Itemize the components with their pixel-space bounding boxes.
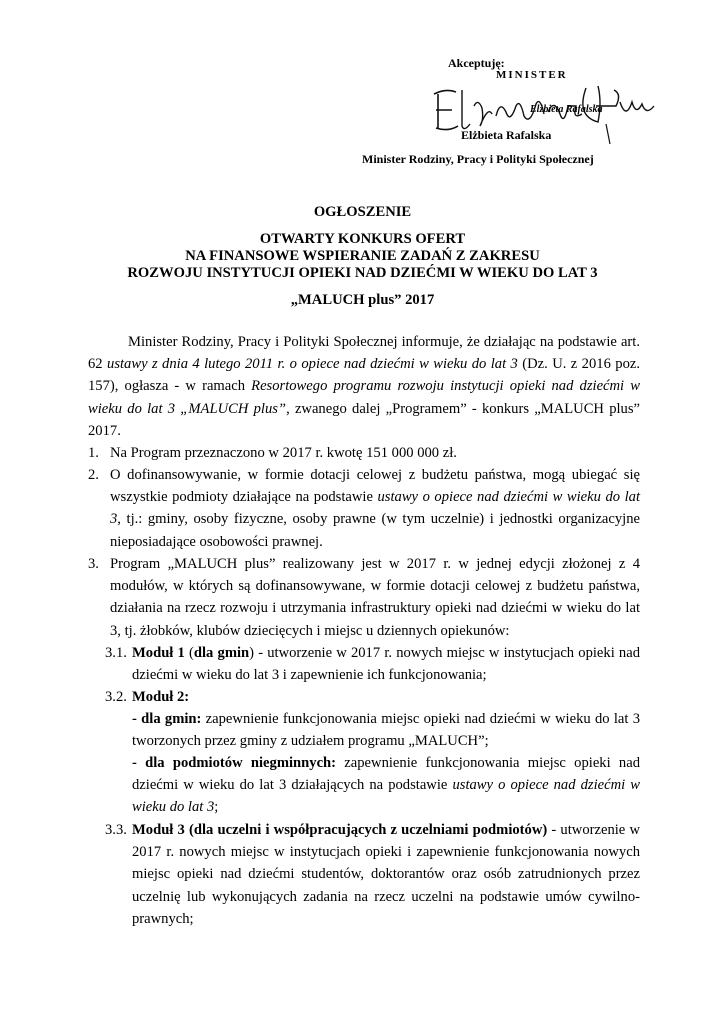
accept-label: Akceptuję: xyxy=(448,56,505,70)
signatory-position: Minister Rodziny, Pracy i Polityki Społecznej xyxy=(362,152,594,166)
heading-line-2: NA FINANSOWE WSPIERANIE ZADAŃ Z ZAKRESU xyxy=(185,248,540,264)
document-page: Akceptuję: MINISTER Elżbieta Rafalska Elżbieta Rafalska Minister Rodziny, Pracy i Polityki Społecznej OGŁOSZENIE OTWARTY KONKURS OFERT NA FINANSOWE WSPIERANIE ZADAŃ Z ZAKRESU ROZWOJU INSTYTUCJI OPIEKI NAD DZIEĆMI W WIEKU DO LAT 3 „MALUCH plus” 2017 Minister Rodziny, Pracy i Polityki Społecznej informuje, że działając na podstawie art. 62 ustawy z dnia 4 lutego 2011 r. o opiece nad dziećmi w wieku do lat 3 (Dz. U. z 2016 poz. 157), ogłasza - w ramach Resortowego programu rozwoju instytucji opieki nad dziećmi w wieku do lat 3 „MALUCH plus”, zwanego dalej „Programem” - konkurs „MALUCH plus” 2017. 1. Na Program przeznaczono w 2017 r. kwotę 151 000 000 zł. 2. O dofinansowywanie, w formie dotacji celowej z budżetu państwa, mogą ubiegać się wszystkie podmioty działające na podstawie ustawy o opiece nad dziećmi w wieku do lat 3, tj.: gminy, osoby fizyczne, osoby prawne (w tym uczelnie) i jednostki organizacyjne nieposiadające osobowości prawnej. 3. Program „MALUCH plus” realizowany jest w 2017 r. w jednej edycji złożonej z 4 modułów, w których są dofinansowywane, w formie dotacji celowej z budżetu państwa, działania na rzecz rozwoju i utrzymania infrastruktury opieki nad dziećmi w wieku do lat 3, tj. żłobków, klubów dziecięcych i miejsc u dziennych opiekunów: 3.1. Moduł 1 (dla gmin) - utworzenie w 2017 r. nowych miejsc w instytucjach opieki nad dziećmi w wieku do lat 3 i zapewnienie ich funkcjonowania; 3.2. Moduł 2: - dla gmin: zapewnienie funkcjonowania miejsc opieki nad dziećmi w wieku do lat 3 tworzonych przez gminy z udziałem programu „MALUCH”; - dla podmiotów niegminnych: zapewnienie funkcjonowania miejsc opieki nad dziećmi w wieku do lat 3 działających na podstawie ustawy o opiece nad dziećmi w wieku do lat 3; 3.3. Moduł 3 (dla uczelni i współpracujących z uczelniami podmiotów) - utworzenie w 2017 r. nowych miejsc w instytucjach opieki i zapewnienie funkcjonowania nowych miejsc opieki nad dziećmi studentów, doktorantów oraz osób zatrudnionych przez uczelnię lub wykonujących zadania na rzecz uczelni na podstawie umów cywilno-prawnych; xyxy=(0,0,725,1024)
announcement-title: OGŁOSZENIE xyxy=(313,204,412,220)
heading-line-1: OTWARTY KONKURS OFERT xyxy=(259,231,466,247)
approval-block xyxy=(340,52,670,172)
stamp-title: MINISTER xyxy=(496,69,568,81)
program-name: „MALUCH plus” 2017 xyxy=(290,292,435,308)
signatory-name: Elżbieta Rafalska xyxy=(461,128,552,142)
heading-line-3: ROZWOJU INSTYTUCJI OPIEKI NAD DZIEĆMI W WIEKU DO LAT 3 xyxy=(127,265,598,281)
intro-paragraph: Minister Rodziny, Pracy i Polityki Społecznej informuje, że działając na podstawie art. 62 ustawy z dnia 4 lutego 2011 r. o opiece nad dziećmi w wieku do lat 3 (Dz. U. z 2016 poz. 157), ogłasza - w ramach Resortowego programu rozwoju instytucji opieki nad dziećmi w wieku do lat 3 „MALUCH plus”, zwanego dalej „Programem” - konkurs „MALUCH plus” 2017. xyxy=(88,334,640,439)
stamp-name: Elżbieta Rafalska xyxy=(530,104,603,115)
